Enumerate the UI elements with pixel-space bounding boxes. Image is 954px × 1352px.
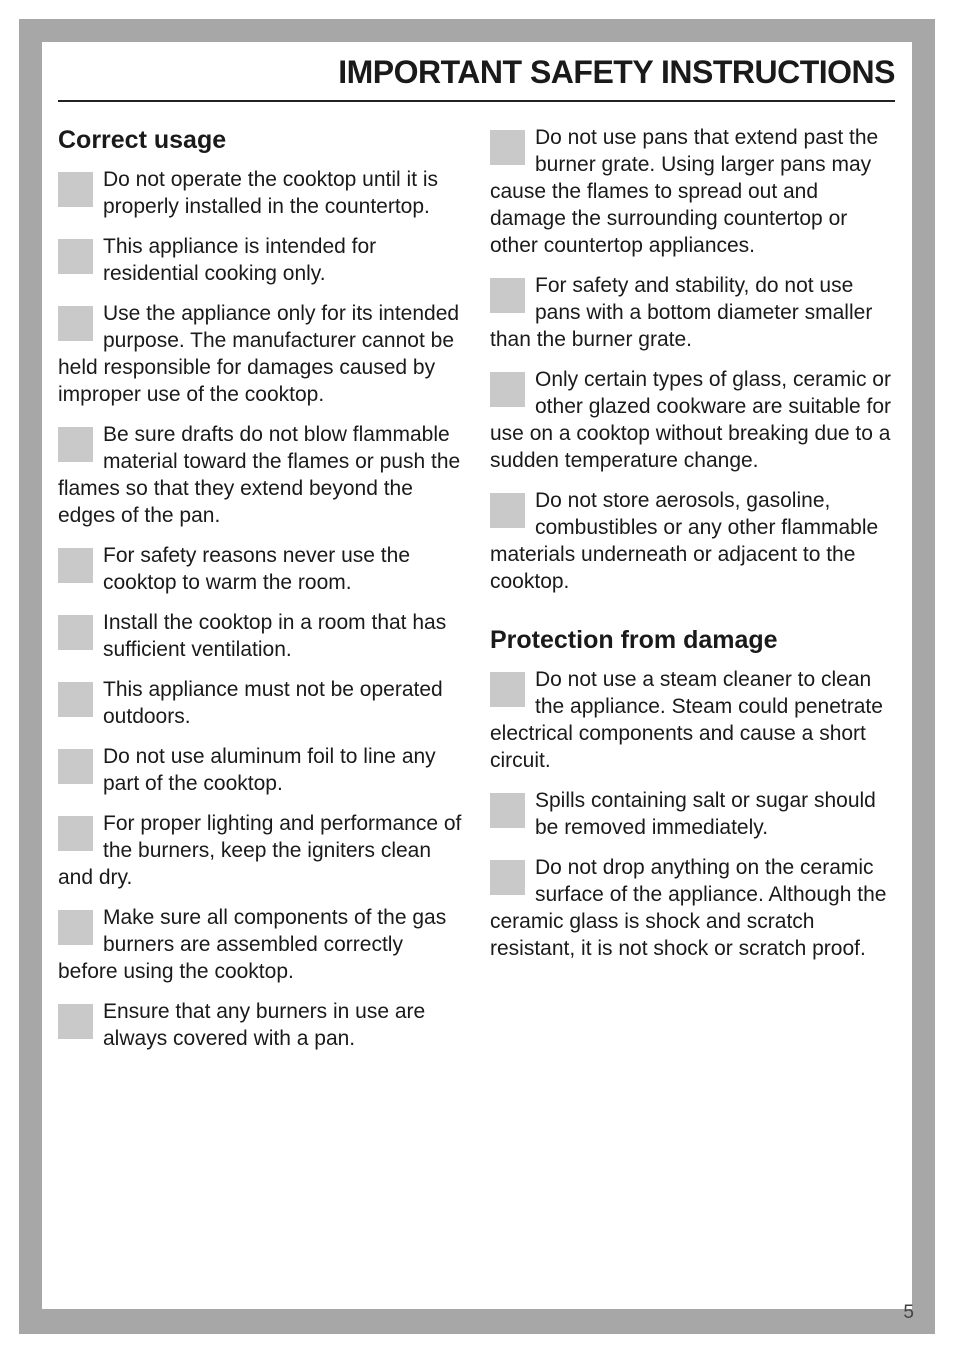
bullet-square-icon <box>58 910 93 945</box>
bullet-square-icon <box>58 306 93 341</box>
instruction-item <box>58 166 466 220</box>
section-heading-protection-from-damage: Protection from damage <box>490 626 778 654</box>
instruction-text: This appliance must not be operated outdoors. <box>103 678 443 728</box>
instruction-item <box>58 743 466 797</box>
instruction-item <box>58 609 466 663</box>
instruction-text: For safety and stability, do not use pans with a bottom diameter smaller than the burner grate. <box>490 274 873 351</box>
bullet-square-icon <box>490 793 525 828</box>
bullet-square-icon <box>58 749 93 784</box>
instruction-item <box>490 366 898 474</box>
page-number: 5 <box>903 1302 914 1323</box>
instruction-item <box>490 854 898 962</box>
bullet-square-icon <box>58 172 93 207</box>
right-column <box>490 124 898 975</box>
left-column <box>58 124 466 1065</box>
bullet-square-icon <box>490 860 525 895</box>
bullet-square-icon <box>58 816 93 851</box>
bullet-square-icon <box>490 672 525 707</box>
instruction-text: Be sure drafts do not blow flammable material toward the flames or push the flames so that they extend beyond the edges of the pan. <box>58 423 461 527</box>
page-title: IMPORTANT SAFETY INSTRUCTIONS <box>338 54 895 90</box>
instruction-item <box>58 421 466 529</box>
bullet-square-icon <box>58 1004 93 1039</box>
instruction-text: Spills containing salt or sugar should be removed immediately. <box>535 789 876 839</box>
instruction-text: This appliance is intended for residential cooking only. <box>103 235 377 285</box>
instruction-text: For safety reasons never use the cooktop to warm the room. <box>103 544 410 594</box>
instruction-item <box>490 787 898 841</box>
instruction-text: Make sure all components of the gas burners are assembled correctly before using the cooktop. <box>58 906 447 983</box>
instruction-text: For proper lighting and performance of the burners, keep the igniters clean and dry. <box>58 812 462 889</box>
bullet-square-icon <box>490 493 525 528</box>
instruction-text: Do not use a steam cleaner to clean the appliance. Steam could penetrate electrical components and cause a short circuit. <box>490 668 883 772</box>
instruction-text: Ensure that any burners in use are always covered with a pan. <box>103 1000 426 1050</box>
page <box>42 42 912 1309</box>
instruction-item <box>58 904 466 985</box>
instruction-item <box>58 676 466 730</box>
bullet-square-icon <box>490 278 525 313</box>
instruction-text: Do not use aluminum foil to line any part of the cooktop. <box>103 745 436 795</box>
instruction-text: Install the cooktop in a room that has sufficient ventilation. <box>103 611 447 661</box>
instruction-item <box>58 233 466 287</box>
instruction-item <box>490 124 898 259</box>
bullet-square-icon <box>58 239 93 274</box>
bullet-square-icon <box>58 615 93 650</box>
bullet-square-icon <box>490 130 525 165</box>
instruction-text: Only certain types of glass, ceramic or other glazed cookware are suitable for use on a cooktop without breaking due to a sudden temperature change. <box>490 368 892 472</box>
instruction-item <box>58 300 466 408</box>
section-heading-correct-usage: Correct usage <box>58 126 227 154</box>
instruction-text: Do not store aerosols, gasoline, combustibles or any other flammable materials underneath or adjacent to the cooktop. <box>490 489 879 593</box>
bullet-square-icon <box>490 372 525 407</box>
header-rule <box>58 100 895 102</box>
instruction-item <box>58 810 466 891</box>
bullet-square-icon <box>58 682 93 717</box>
instruction-item <box>490 666 898 774</box>
instruction-item <box>58 998 466 1052</box>
instruction-item <box>490 487 898 595</box>
instruction-text: Do not operate the cooktop until it is properly installed in the countertop. <box>103 168 439 218</box>
bullet-square-icon <box>58 427 93 462</box>
instruction-item <box>490 272 898 353</box>
instruction-text: Do not drop anything on the ceramic surface of the appliance. Although the ceramic glass is shock and scratch resistant, it is not shock or scratch proof. <box>490 856 887 960</box>
instruction-text: Do not use pans that extend past the burner grate. Using larger pans may cause the flames to spread out and damage the surrounding countertop or other countertop appliances. <box>490 126 879 257</box>
bullet-square-icon <box>58 548 93 583</box>
instruction-text: Use the appliance only for its intended purpose. The manufacturer cannot be held responsible for damages caused by improper use of the cooktop. <box>58 302 460 406</box>
instruction-item <box>58 542 466 596</box>
